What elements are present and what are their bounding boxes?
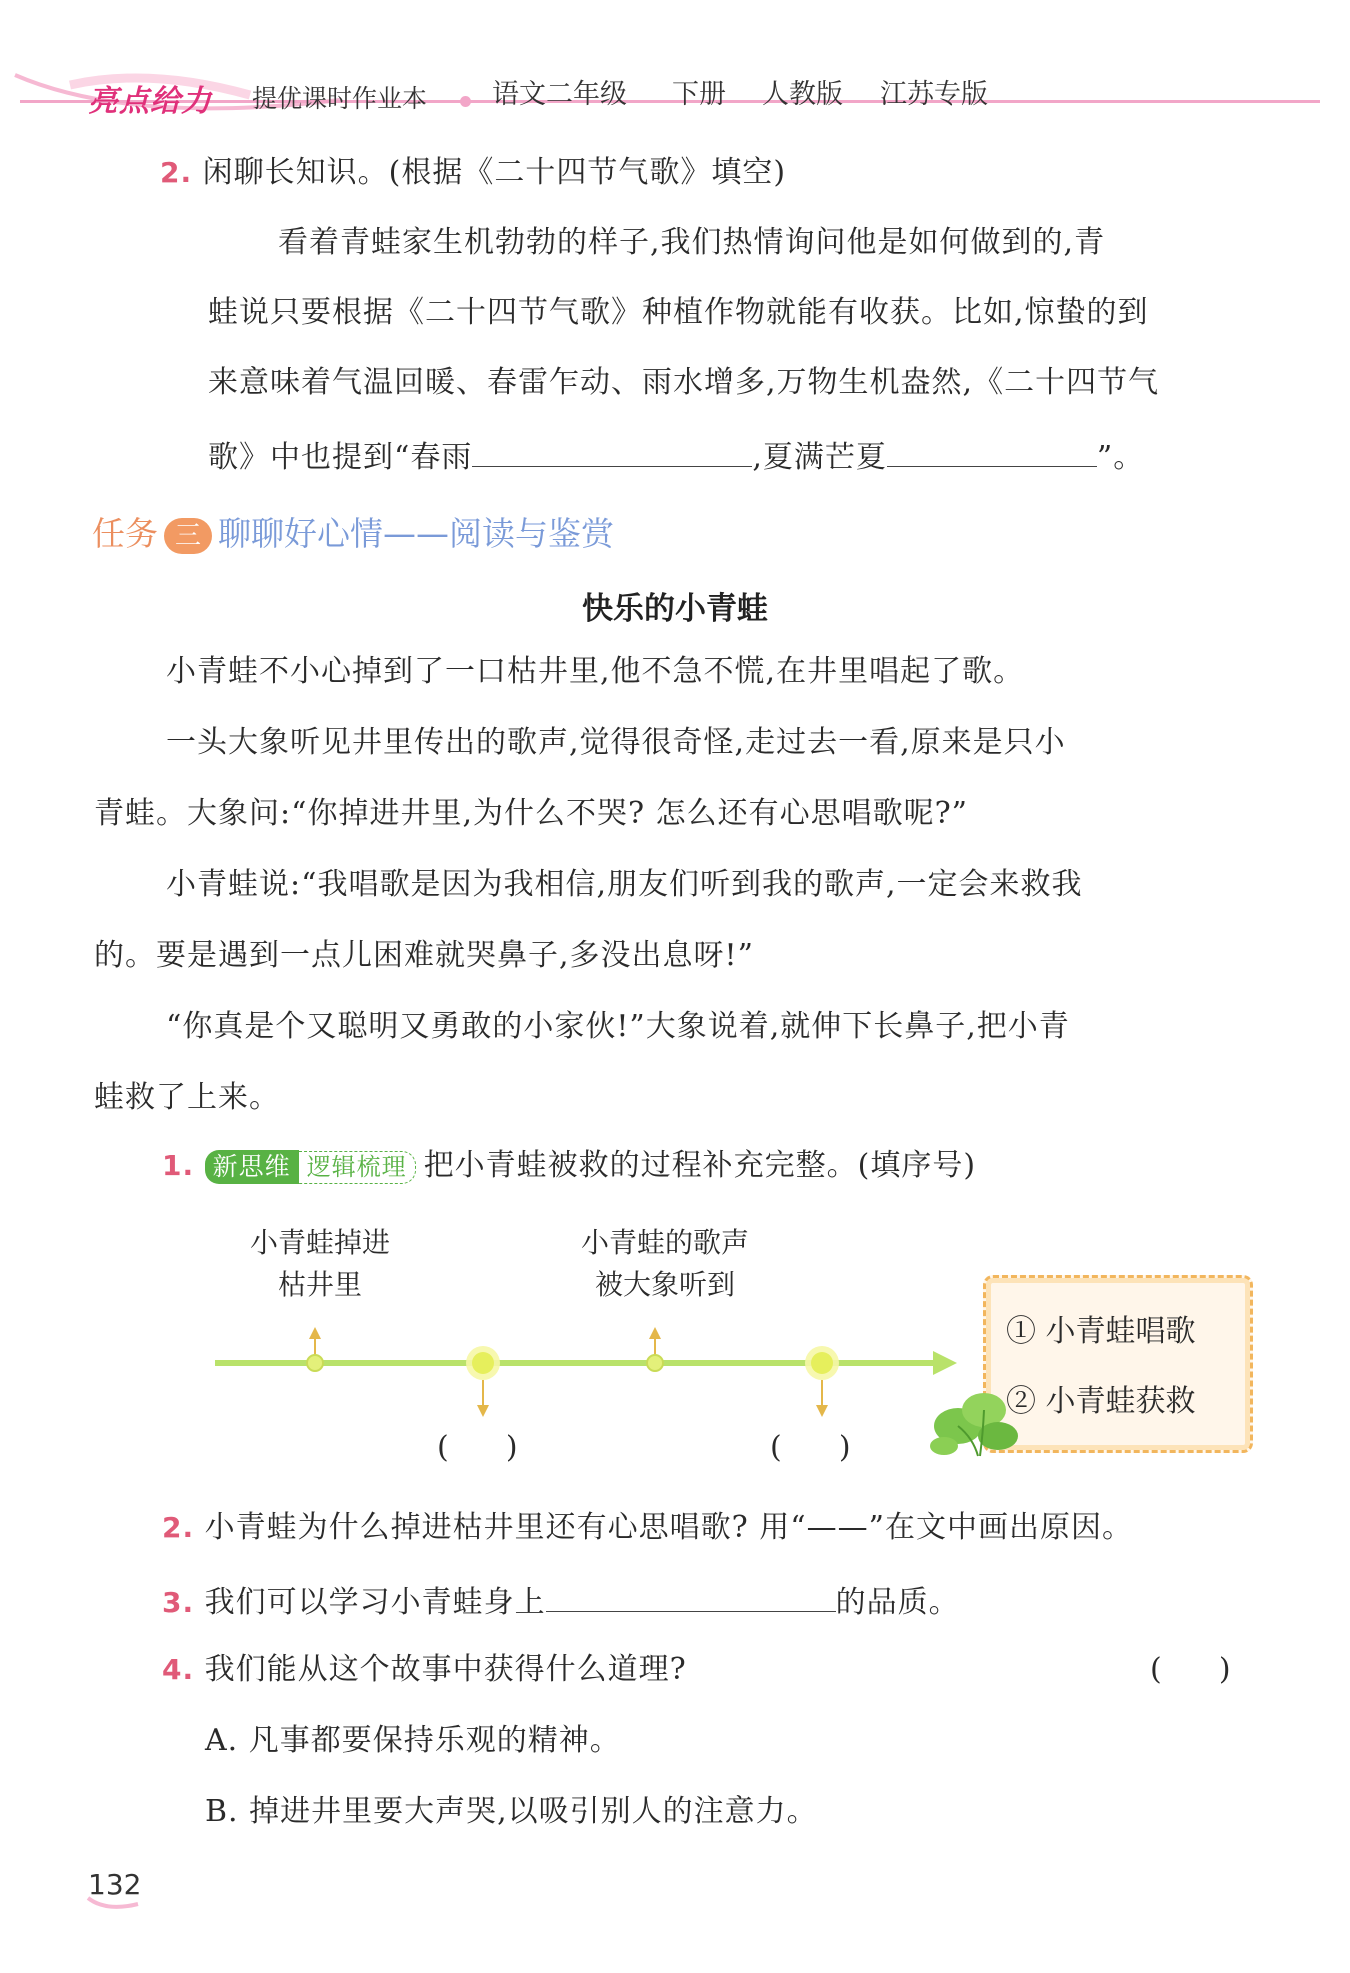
choice-b[interactable]: B. 掉进井里要大声哭,以吸引别人的注意力。 — [205, 1794, 818, 1829]
question-number: 2. — [160, 156, 193, 189]
task-heading — [92, 508, 614, 555]
header-volume: 下册 — [672, 79, 726, 110]
answer-blank[interactable] — [472, 436, 752, 467]
story-line: 小青蛙说:“我唱歌是因为我相信,朋友们听到我的歌声,一定会来救我 — [166, 867, 1083, 902]
question-4 — [162, 1652, 687, 1688]
fill-text: ”。 — [1096, 440, 1145, 475]
answer-blank[interactable] — [546, 1581, 836, 1612]
brand-logo-text: 亮点给力 — [88, 84, 212, 119]
page-number: 132 — [88, 1868, 142, 1901]
question-3 — [162, 1581, 960, 1621]
task-label: 任务 — [92, 514, 158, 553]
question-number: 2. — [162, 1511, 195, 1544]
task-number-badge: 三 — [164, 518, 212, 554]
paragraph-line: 看着青蛙家生机勃勃的样子,我们热情询问他是如何做到的,青 — [278, 225, 1106, 260]
timeline-answer-blank-2[interactable]: ( ) — [770, 1430, 851, 1465]
timeline-arrow — [205, 1315, 965, 1425]
question-1 — [162, 1148, 976, 1184]
option-item: ② 小青蛙获救 — [1006, 1384, 1196, 1419]
header-dot — [460, 96, 471, 107]
story-title: 快乐的小青蛙 — [582, 591, 768, 627]
header-subject: 语文二年级 — [492, 79, 627, 110]
prev-question-2 — [160, 155, 786, 191]
timeline-label-2 — [560, 1222, 770, 1306]
timeline-label-line: 小青蛙掉进 — [249, 1226, 390, 1259]
timeline-label-1 — [230, 1222, 410, 1306]
question-text: 小青蛙为什么掉进枯井里还有心思唱歌? 用“——”在文中画出原因。 — [204, 1510, 1133, 1545]
book-title: 提优课时作业本 — [252, 84, 428, 113]
timeline-label-line: 小青蛙的歌声 — [580, 1226, 749, 1259]
timeline-label-line: 被大象听到 — [594, 1268, 735, 1301]
question-number: 1. — [162, 1149, 195, 1182]
story-line: 青蛙。大象问:“你掉进井里,为什么不哭? 怎么还有心思唱歌呢?” — [94, 796, 969, 831]
story-line: “你真是个又聪明又勇敢的小家伙!”大象说着,就伸下长鼻子,把小青 — [166, 1009, 1070, 1044]
header-edition: 人教版 — [762, 79, 843, 110]
question-text: 把小青蛙被救的过程补充完整。(填序号) — [423, 1148, 977, 1183]
logic-tag: 逻辑梳理 — [299, 1151, 416, 1184]
header-region: 江苏专版 — [880, 79, 988, 110]
fill-in-line — [208, 436, 1144, 476]
question-text: 我们能从这个故事中获得什么道理? — [204, 1652, 687, 1687]
fill-text: ,夏满芒夏 — [752, 440, 887, 475]
question-2 — [162, 1510, 1133, 1546]
option-item: ① 小青蛙唱歌 — [1006, 1314, 1196, 1349]
story-line: 小青蛙不小心掉到了一口枯井里,他不急不慌,在井里唱起了歌。 — [166, 654, 1025, 689]
question-number: 4. — [162, 1653, 195, 1686]
story-line: 的。要是遇到一点儿困难就哭鼻子,多没出息呀!” — [94, 938, 754, 973]
new-thinking-tag: 新思维 — [205, 1150, 299, 1184]
timeline-answer-blank-1[interactable]: ( ) — [437, 1430, 518, 1465]
task-topic: 聊聊好心情——阅读与鉴赏 — [218, 514, 614, 553]
question-4-answer-blank[interactable]: ( ) — [1150, 1652, 1231, 1687]
story-line: 一头大象听见井里传出的歌声,觉得很奇怪,走过去一看,原来是只小 — [166, 725, 1066, 760]
fill-text: 歌》中也提到“春雨 — [208, 440, 473, 475]
paragraph-line: 蛙说只要根据《二十四节气歌》种植作物就能有收获。比如,惊蛰的到 — [208, 295, 1149, 330]
header-rule — [20, 100, 1320, 103]
question-number: 3. — [162, 1586, 195, 1619]
question-text: 我们可以学习小青蛙身上 — [204, 1585, 546, 1620]
question-text: 闲聊长知识。(根据《二十四节气歌》填空) — [202, 155, 787, 190]
story-line: 蛙救了上来。 — [94, 1080, 280, 1115]
plant-illustration — [928, 1388, 1028, 1460]
paragraph-line: 来意味着气温回暖、春雷乍动、雨水增多,万物生机盎然,《二十四节气 — [208, 365, 1160, 400]
timeline-label-line: 枯井里 — [277, 1268, 362, 1301]
choice-a[interactable]: A. 凡事都要保持乐观的精神。 — [205, 1723, 621, 1758]
question-text: 的品质。 — [835, 1585, 960, 1620]
answer-blank[interactable] — [887, 436, 1097, 467]
